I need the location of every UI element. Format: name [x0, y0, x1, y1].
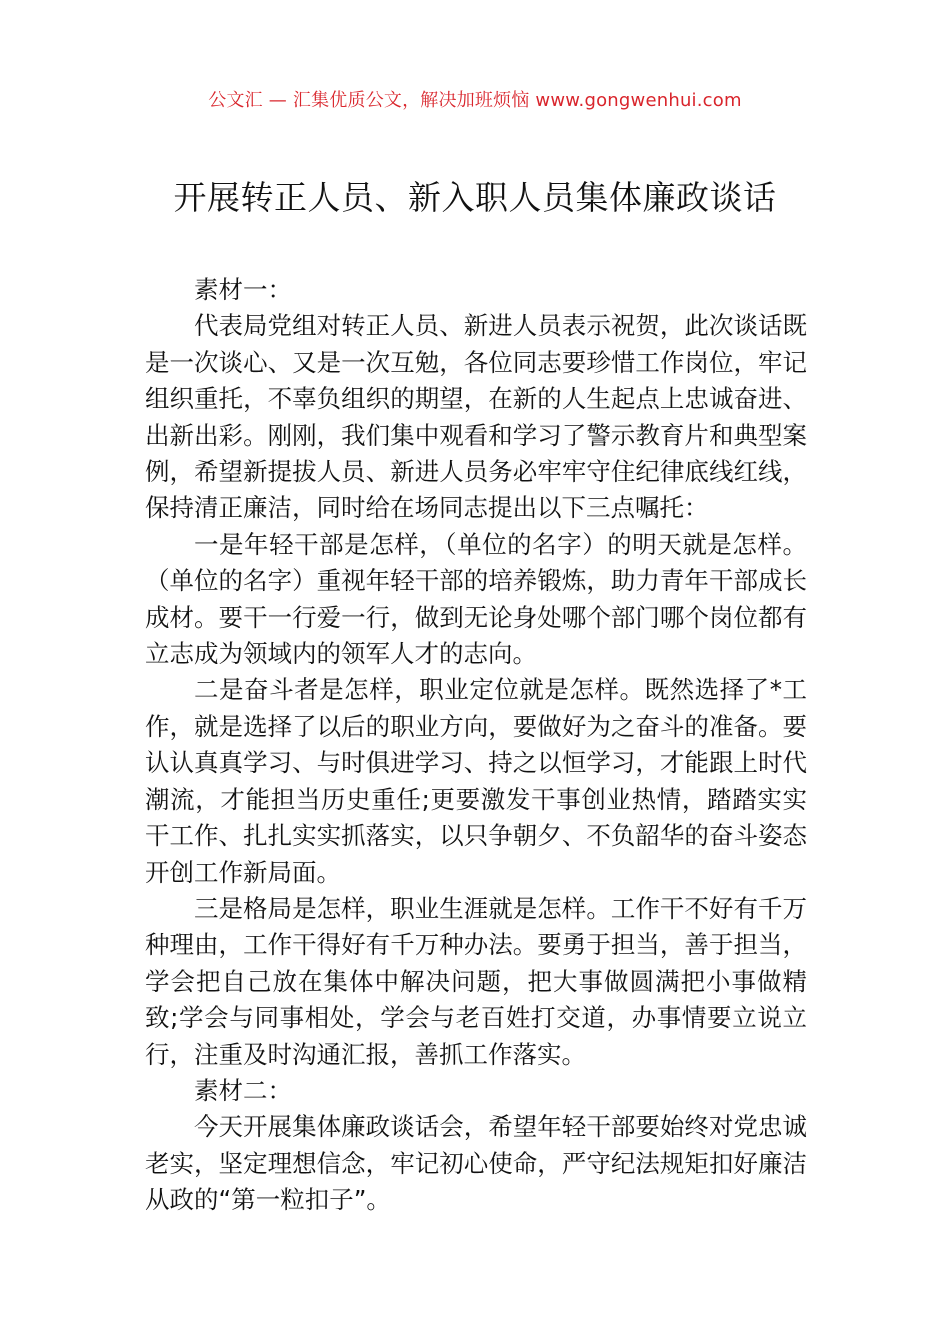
paragraph-point-3: 三是格局是怎样，职业生涯就是怎样。工作干不好有千万种理由，工作干得好有千万种办法。要勇于担当，善于担当，学会把自己放在集体中解决问题，把大事做圆满把小事做精致;学会与同事相处，学会与老百姓打交道，办事情要立说立行，注重及时沟通汇报，善抓工作落实。 — [145, 893, 807, 1069]
document-title: 开展转正人员、新入职人员集体廉政谈话 — [173, 178, 777, 217]
paragraph-point-1: 一是年轻干部是怎样，（单位的名字）的明天就是怎样。（单位的名字）重视年轻干部的培养锻炼，助力青年干部成长成材。要干一行爱一行，做到无论身处哪个部门哪个岗位都有立志成为领域内的领军人才的志向。 — [145, 529, 807, 669]
document-body — [145, 272, 807, 1219]
paragraph-intro: 代表局党组对转正人员、新进人员表示祝贺，此次谈话既是一次谈心、又是一次互勉，各位同志要珍惜工作岗位，牢记组织重托，不辜负组织的期望，在新的人生起点上忠诚奋进、出新出彩。刚刚，我们集中观看和学习了警示教育片和典型案例，希望新提拔人员、新进人员务必牢牢守住纪律底线红线，保持清正廉洁，同时给在场同志提出以下三点嘱托： — [145, 311, 807, 523]
section-heading-material-2: 素材二： — [194, 1075, 292, 1105]
paragraph-point-2: 二是奋斗者是怎样，职业定位就是怎样。既然选择了*工作，就是选择了以后的职业方向，要做好为之奋斗的准备。要认认真真学习、与时俱进学习、持之以恒学习，才能跟上时代潮流，才能担当历史重任;更要激发干事创业热情，踏踏实实干工作、扎扎实实抓落实，以只争朝夕、不负韶华的奋斗姿态开创工作新局面。 — [145, 675, 807, 887]
paragraph-material-2: 今天开展集体廉政谈话会，希望年轻干部要始终对党忠诚老实，坚定理想信念，牢记初心使命，严守纪法规矩扣好廉洁从政的“第一粒扣子”。 — [145, 1112, 807, 1215]
section-heading-material-1: 素材一： — [194, 275, 292, 304]
site-banner: 公文汇 — 汇集优质公文，解决加班烦恼 www.gongwenhui.com — [208, 90, 742, 111]
